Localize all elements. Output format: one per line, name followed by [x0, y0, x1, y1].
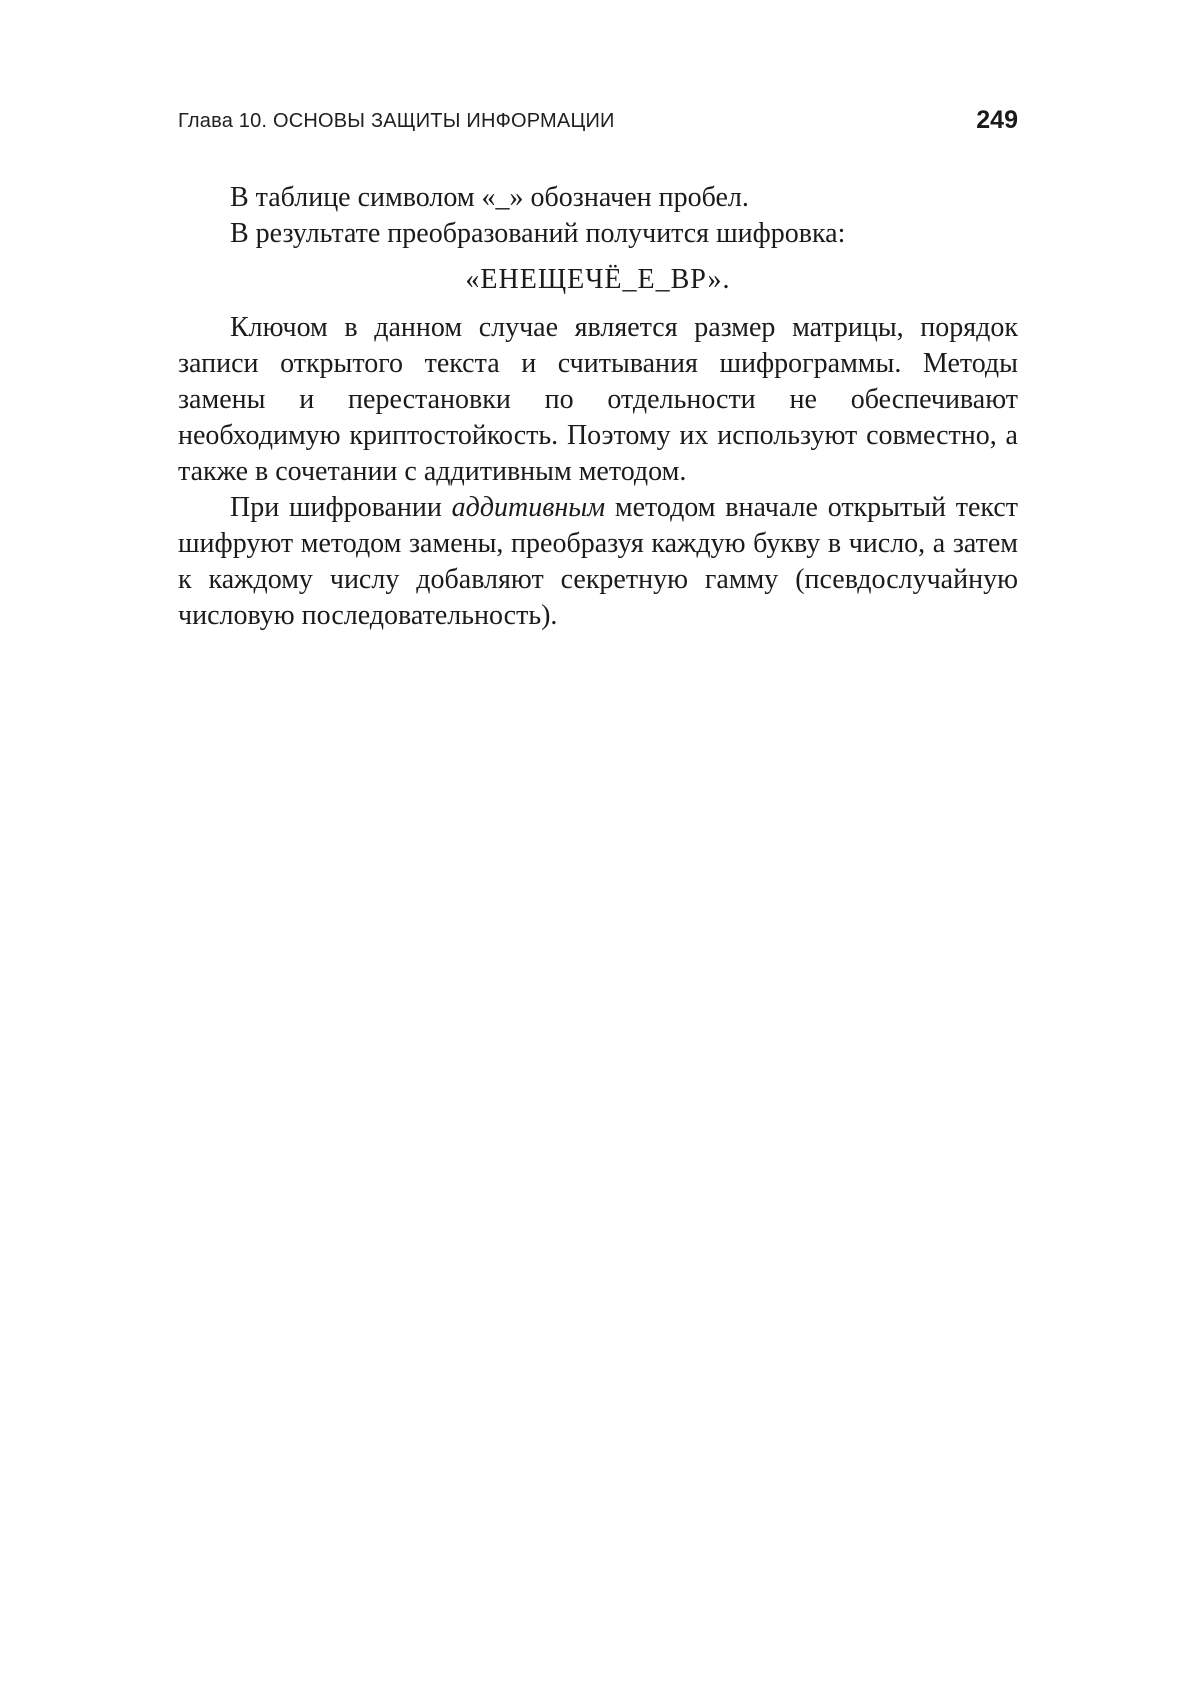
cipher-text: «ЕНЕЩЕЧЁ_Е_ВР». [465, 264, 731, 295]
paragraph-key: Ключом в данном случае является размер матрицы, порядок записи открытого текста и считывания шифрограммы. Методы замены и перестановки по отдельности не обеспечивают необходимую криптостойкость. Поэтому их используют совместно, а также в сочетании с аддитивным методом. [178, 312, 1018, 487]
additive-term: аддитивным [451, 492, 606, 523]
paragraph-result: В результате преобразований получится шифровка: [230, 218, 846, 249]
running-head [178, 106, 1018, 142]
paragraph-additive-start: При шифровании [230, 492, 452, 523]
paragraph-additive-rest: методом вначале открытый текст шифруют методом замены, преобразуя каждую букву в число, а затем к каждому числу добавляют секретную гамму (псевдослучайную числовую последовательность). [178, 492, 1019, 631]
body-text [178, 180, 1018, 634]
paragraph-space-symbol: В таблице символом «_» обозначен пробел. [230, 182, 749, 213]
page-number: 249 [976, 106, 1018, 134]
chapter-title: Глава 10. ОСНОВЫ ЗАЩИТЫ ИНФОРМАЦИИ [178, 110, 615, 132]
paragraph-additive [178, 490, 1018, 634]
